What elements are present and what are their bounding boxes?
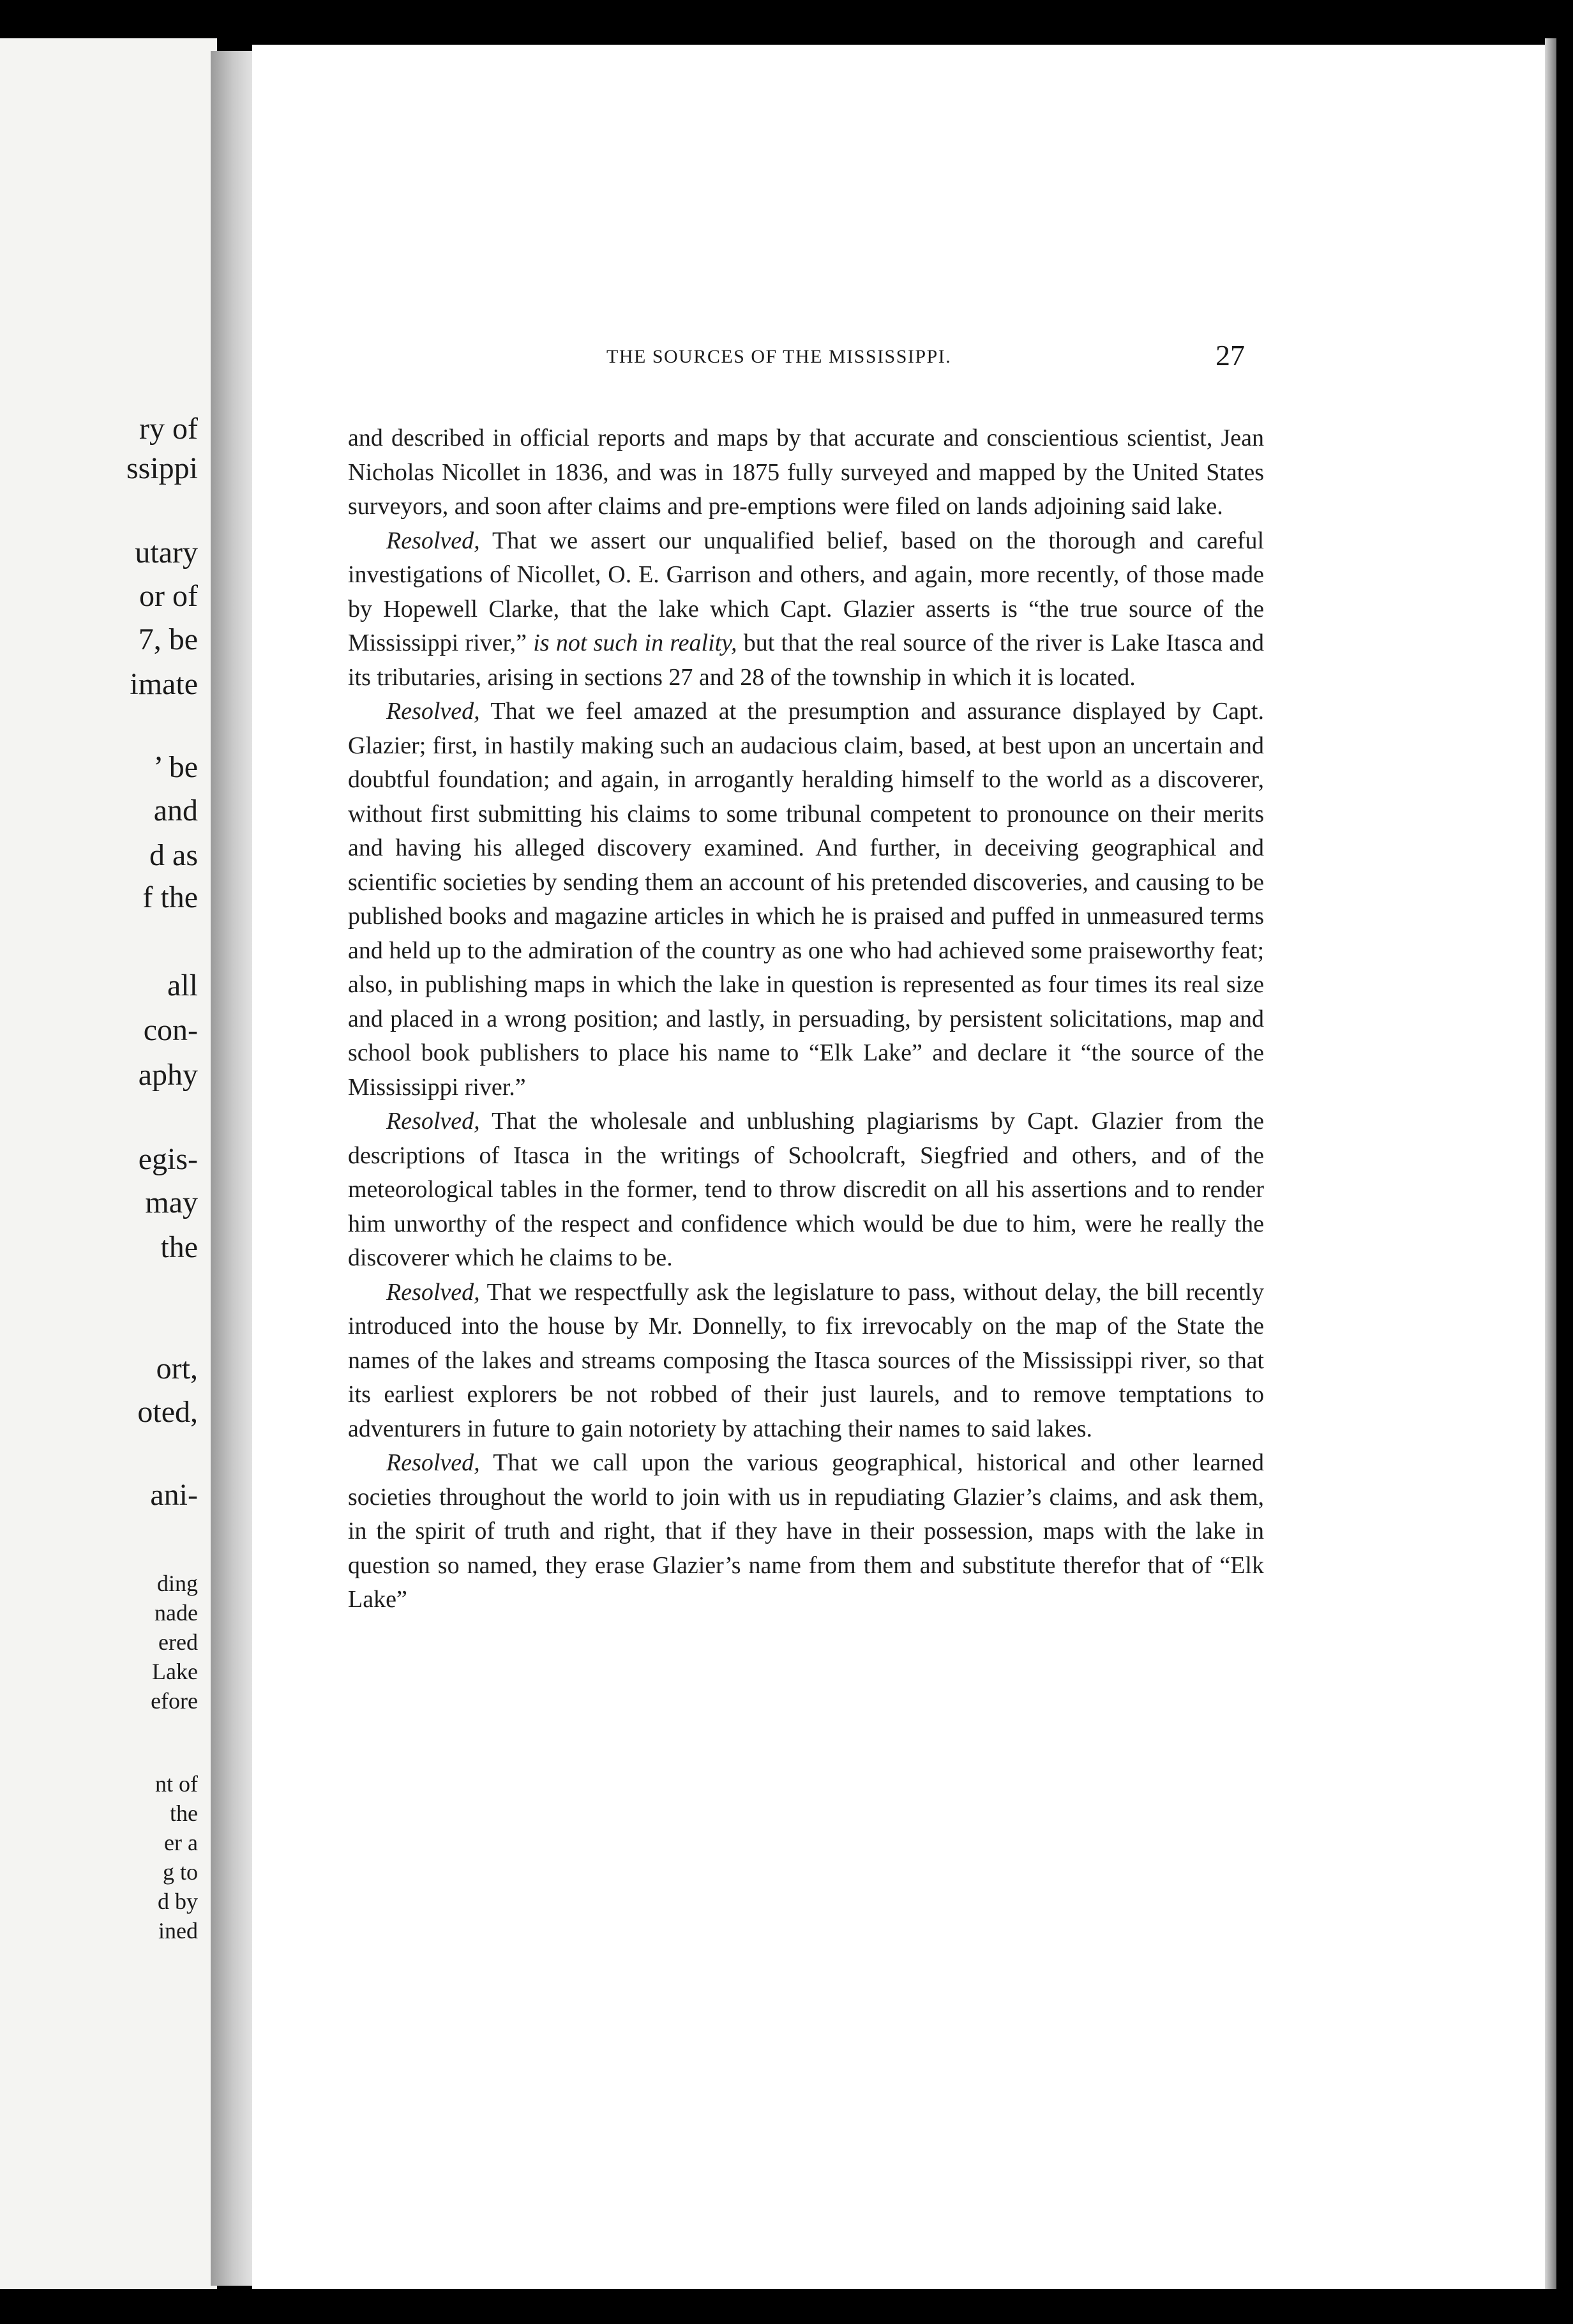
left-page-line: ani- (150, 1478, 198, 1512)
paragraph-text: and described in official reports and maps by that accurate and conscientious scientist, Jean Nicholas Nicollet in 1836, and was in 1875 fully surveyed and mapped by the United States surveyors, and soon after claims and pre-emptions were filed on lands adjoining said lake. (348, 425, 1264, 520)
resolved-label: Resolved, (386, 1278, 480, 1306)
paragraph-text: That we call upon the various geographical, historical and other learned societies throughout the world to join with us in repudiating Glazier’s claims, and ask them, in the spirit of truth and right, that if they have in their possession, maps with the lake in question so named, they erase Glazier’s name from them and substitute therefor that of “Elk Lake” (348, 1449, 1264, 1613)
left-page-line: f the (142, 880, 198, 914)
paragraph-text: That we respectfully ask the legislature to pass, without delay, the bill recently introduced into the house by Mr. Donnelly, to fix irrevocably on the map of the State the names of the lakes and streams composing the Itasca sources of the Mississippi river, so that its earliest explorers be not robbed of their just laurels, and to remove temptations to adventurers in future to gain notoriety by attaching their names to said lakes. (348, 1278, 1264, 1442)
left-page-line: ssippi (126, 451, 198, 485)
left-page-line: ry of (139, 412, 198, 446)
left-page-line: er a (164, 1830, 198, 1855)
resolved-label: Resolved, (386, 1449, 480, 1476)
left-page-line: Lake (152, 1659, 198, 1684)
left-page-line: or of (139, 579, 198, 613)
paragraph (348, 421, 1264, 524)
left-facing-page (0, 38, 217, 2292)
running-title: THE SOURCES OF THE MISSISSIPPI. (606, 346, 952, 367)
page-number: 27 (1216, 339, 1245, 372)
running-head (351, 338, 1251, 377)
left-page-line: d as (149, 838, 198, 872)
left-page-line: the (170, 1800, 198, 1826)
left-page-line: nade (154, 1600, 198, 1626)
resolved-label: Resolved, (386, 527, 480, 554)
left-page-line: aphy (138, 1058, 198, 1092)
left-page-line: ding (156, 1571, 198, 1596)
resolution-paragraph (348, 695, 1264, 1105)
paragraph-text: That the wholesale and unblushing plagiarisms by Capt. Glazier from the descriptions of Itasca in the writings of Schoolcraft, Siegfried and others, and of the meteorological tables in the former, tend to throw discredit on all his assertions and to render him unworthy of the respect and confidence which would be due to him, were he really the discoverer which he claims to be. (348, 1108, 1264, 1271)
left-page-line: ined (158, 1918, 198, 1943)
resolved-label: Resolved, (386, 698, 480, 725)
resolution-paragraph (348, 1446, 1264, 1617)
left-page-line: con- (143, 1013, 198, 1047)
left-page-line: and (153, 794, 198, 827)
paragraph-text: That we feel amazed at the presumption and assurance displayed by Capt. Glazier; first, in hastily making such an audacious claim, based, at best upon an uncertain and doubtful foundation; and again, in arrogantly heralding himself to the world as a discoverer, without first submitting his claims to some tribunal competent to pronounce on their merits and having his alleged discovery examined. And further, in deceiving geographical and scientific societies by sending them an account of his pretended discoveries, and causing to be published books and magazine articles in which he is praised and puffed in unmeasured terms and held up to the admiration of the country as one who had achieved some praiseworthy feat; also, in publishing maps in which the lake in question is represented as four times its real size and placed in a wrong position; and lastly, in persuading, by persistent solicitations, map and school book publishers to place his name to “Elk Lake” and declare it “the source of the Mississippi river.” (348, 698, 1264, 1101)
left-page-line: efore (151, 1688, 198, 1714)
left-page-line: g to (162, 1859, 198, 1885)
body-text (348, 421, 1264, 1617)
left-page-line: imate (130, 667, 198, 701)
resolution-paragraph (348, 1276, 1264, 1447)
left-page-line: ort, (156, 1352, 198, 1385)
resolution-paragraph (348, 524, 1264, 695)
left-page-line: ered (158, 1629, 198, 1655)
left-page-line: ’ be (153, 750, 198, 784)
page-edge-shadow (1545, 38, 1556, 2292)
book-gutter-shadow (211, 51, 255, 2286)
left-page-line: egis- (138, 1142, 198, 1176)
scan-bottom-border (0, 2289, 1573, 2324)
paragraph-text: That we assert our unqualified belief, based on the thorough and careful investigations of Nicollet, O. E. Garrison and others, and again, more recently, of those made by Hopewell Clarke, that the lake which Capt. Glazier asserts is “the true source of the Mississippi river,” (348, 527, 1264, 656)
left-page-line: oted, (137, 1395, 198, 1429)
left-page-line: all (167, 969, 198, 1002)
left-page-line: the (160, 1230, 198, 1264)
left-page-line: nt of (155, 1771, 198, 1797)
left-page-line: may (145, 1186, 198, 1219)
emphasized-text: is not such in reality, (527, 630, 737, 656)
left-page-line: d by (158, 1889, 198, 1914)
paragraph-text: but that the real source of the river is Lake Itasca and its tributaries, arising in sections 27 and 28 of the township in which it is located. (348, 630, 1265, 691)
resolved-label: Resolved, (386, 1108, 480, 1135)
left-page-line: 7, be (138, 622, 198, 656)
resolution-paragraph (348, 1105, 1264, 1276)
left-page-line: utary (135, 536, 198, 570)
